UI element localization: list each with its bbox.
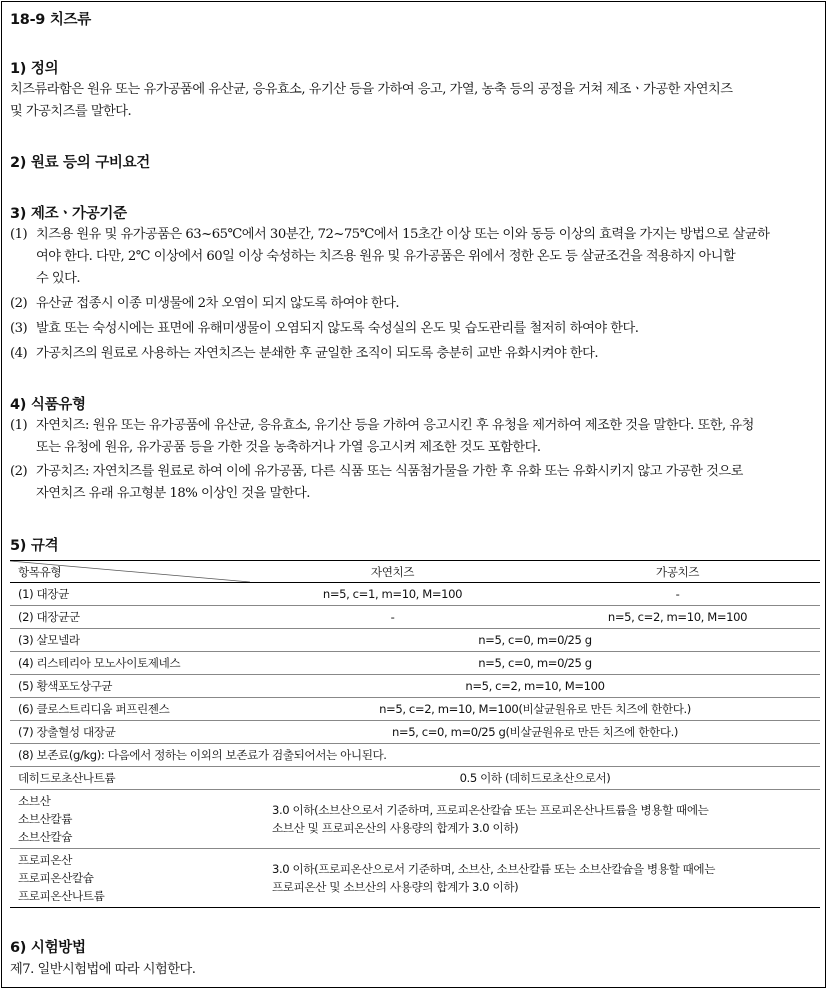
s4-item-2: [10, 461, 820, 505]
item-line: 여야 한다. 다만, 2℃ 이상에서 60일 이상 숙성하는 치즈용 원유 및 유가공품은 위에서 정한 온도 등 살균조건을 적용하지 아니할: [36, 249, 736, 264]
preservative-label: 소브산: [18, 794, 51, 808]
preservative-label: 프로피온산나트륨: [18, 889, 105, 903]
table-row: [10, 744, 820, 767]
natural-cheese-value: n=5, c=1, m=10, M=100: [250, 583, 535, 606]
table-row: [10, 698, 820, 721]
section-1-line-1: 치즈류라함은 원유 또는 유가공품에 유산균, 응유효소, 유기산 등을 가하여 응고, 가열, 농축 등의 공정을 거쳐 제조ㆍ가공한 자연치즈: [10, 82, 733, 97]
section-4-heading: 4) 식품유형: [10, 397, 86, 413]
table-row: [10, 583, 820, 606]
table-row: [10, 652, 820, 675]
processed-cheese-value: -: [535, 583, 820, 606]
s3-item-1: [10, 224, 820, 290]
item-line: 가공치즈의 원료로 사용하는 자연치즈는 분쇄한 후 균일한 조직이 되도록 충분히 교반 유화시켜야 한다.: [36, 346, 599, 361]
preservative-label: 데히드로초산나트륨: [10, 767, 250, 790]
processed-cheese-value: n=5, c=2, m=10, M=100: [535, 606, 820, 629]
preservative-limit: [250, 790, 820, 849]
table-row: [10, 790, 820, 849]
s3-item-3: [10, 318, 820, 340]
limit-line: 소브산 및 프로피온산의 사용량의 합계가 3.0 이하): [272, 821, 519, 835]
item-number: (1): [10, 418, 28, 433]
preservative-note: (8) 보존료(g/kg): 다음에서 정하는 이외의 보존료가 검출되어서는 아니된다.: [10, 744, 820, 767]
corner-label: 항목유형: [18, 564, 62, 579]
page-title: 18-9 치즈류: [10, 12, 91, 28]
section-2-heading: 2) 원료 등의 구비요건: [10, 155, 151, 171]
table-row: [10, 629, 820, 652]
item-number: (3): [10, 321, 28, 336]
preservative-limit: 0.5 이하 (데히드로초산으로서): [250, 767, 820, 790]
item-number: (2): [10, 296, 28, 311]
row-label: (1) 대장균: [10, 583, 250, 606]
s3-item-4: [10, 343, 820, 365]
preservative-label: 프로피온산: [18, 853, 72, 867]
item-number: (1): [10, 227, 28, 242]
row-label: (2) 대장균군: [10, 606, 250, 629]
header-processed-cheese: 가공치즈: [535, 561, 820, 583]
preservative-labels: [10, 790, 250, 849]
table-corner-cell: [10, 561, 250, 583]
table-row: [10, 767, 820, 790]
header-natural-cheese: 자연치즈: [250, 561, 535, 583]
row-label: (3) 살모넬라: [10, 629, 250, 652]
shared-value: n=5, c=0, m=0/25 g: [250, 629, 820, 652]
item-line: 자연치즈 유래 유고형분 18% 이상인 것을 말한다.: [36, 486, 310, 501]
shared-value: n=5, c=2, m=10, M=100(비살균원유로 만든 치즈에 한한다.): [250, 698, 820, 721]
natural-cheese-value: -: [250, 606, 535, 629]
row-label: (7) 장출혈성 대장균: [10, 721, 250, 744]
item-number: (2): [10, 464, 28, 479]
preservative-label: 소브산칼륨: [18, 812, 72, 826]
section-1-line-2: 및 가공치즈를 말한다.: [10, 104, 132, 119]
table-row: [10, 606, 820, 629]
shared-value: n=5, c=2, m=10, M=100: [250, 675, 820, 698]
s4-item-1: [10, 415, 820, 459]
preservative-label: 프로피온산칼슘: [18, 871, 94, 885]
item-line: 치즈용 원유 및 유가공품은 63~65℃에서 30분간, 72~75℃에서 15초간 이상 또는 이와 동등 이상의 효력을 가지는 방법으로 살균하: [36, 227, 770, 242]
item-number: (4): [10, 346, 28, 361]
preservative-label: 소브산칼슘: [18, 830, 72, 844]
s3-item-2: [10, 293, 820, 315]
item-line: 발효 또는 숙성시에는 표면에 유해미생물이 오염되지 않도록 숙성실의 온도 및 습도관리를 철저히 하여야 한다.: [36, 321, 639, 336]
preservative-limit: [250, 849, 820, 908]
row-label: (6) 클로스트리디움 퍼프린젠스: [10, 698, 250, 721]
shared-value: n=5, c=0, m=0/25 g(비살균원유로 만든 치즈에 한한다.): [250, 721, 820, 744]
section-1-heading: 1) 정의: [10, 61, 59, 77]
limit-line: 3.0 이하(프로피온산으로서 기준하며, 소브산, 소브산칼륨 또는 소브산칼슘을 병용할 때에는: [272, 862, 716, 876]
limit-line: 프로피온산 및 소브산의 사용량의 합계가 3.0 이하): [272, 880, 519, 894]
section-6-text: 제7. 일반시험법에 따라 시험한다.: [10, 962, 196, 977]
section-6-heading: 6) 시험방법: [10, 940, 86, 956]
table-header-row: [10, 561, 820, 583]
row-label: (5) 황색포도상구균: [10, 675, 250, 698]
limit-line: 3.0 이하(소브산으로서 기준하며, 프로피온산칼슘 또는 프로피온산나트륨을 병용할 때에는: [272, 803, 709, 817]
spec-table: [10, 560, 820, 908]
item-line: 유산균 접종시 이종 미생물에 2차 오염이 되지 않도록 하여야 한다.: [36, 296, 400, 311]
item-line: 수 있다.: [36, 271, 81, 286]
preservative-labels: [10, 849, 250, 908]
table-row: [10, 675, 820, 698]
item-line: 자연치즈: 원유 또는 유가공품에 유산균, 응유효소, 유기산 등을 가하여 응고시킨 후 유청을 제거하여 제조한 것을 말한다. 또한, 유청: [36, 418, 754, 433]
table-row: [10, 721, 820, 744]
section-3-heading: 3) 제조ㆍ가공기준: [10, 206, 127, 222]
item-line: 가공치즈: 자연치즈를 원료로 하여 이에 유가공품, 다른 식품 또는 식품첨가물을 가한 후 유화 또는 유화시키지 않고 가공한 것으로: [36, 464, 743, 479]
section-5-heading: 5) 규격: [10, 538, 59, 554]
table-row: [10, 849, 820, 908]
row-label: (4) 리스테리아 모노사이토제네스: [10, 652, 250, 675]
shared-value: n=5, c=0, m=0/25 g: [250, 652, 820, 675]
item-line: 또는 유청에 원유, 유가공품 등을 가한 것을 농축하거나 가열 응고시켜 제조한 것도 포함한다.: [36, 440, 541, 455]
